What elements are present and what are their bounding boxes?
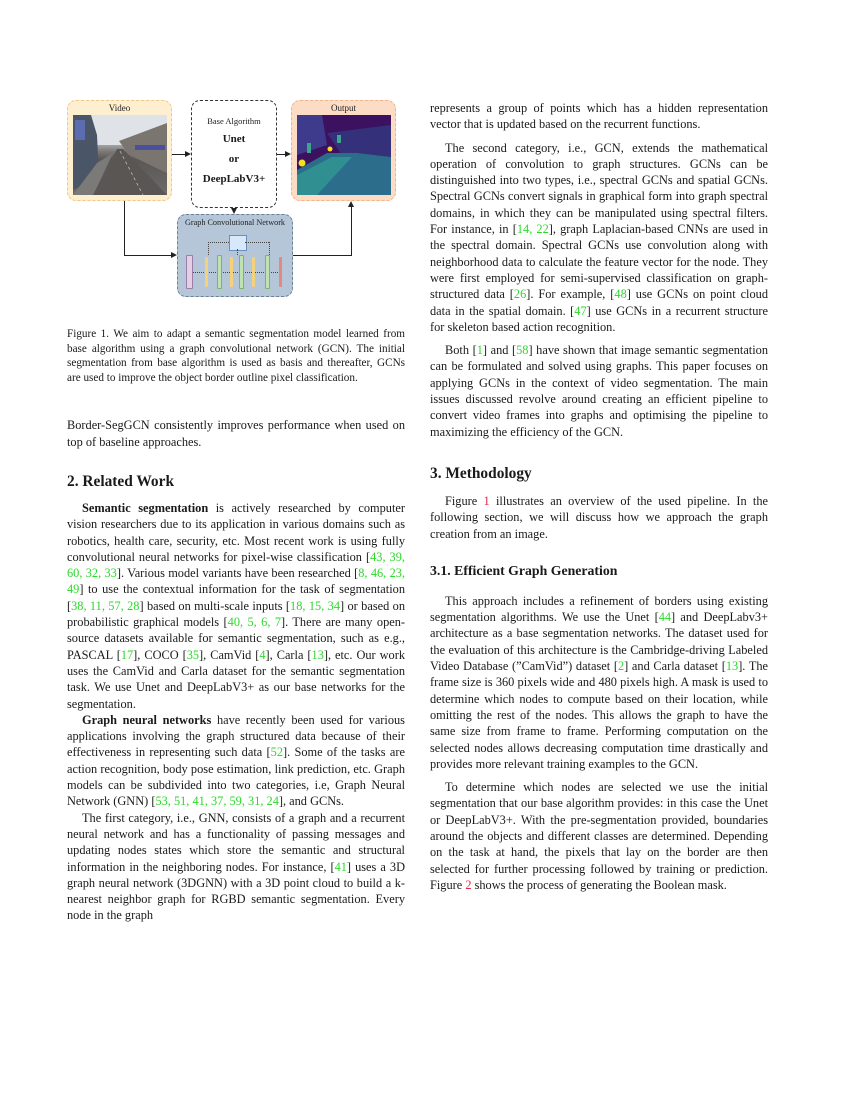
citation-link[interactable]: 53, 51, 41, 37, 59, 31, 24 xyxy=(155,794,279,809)
gcn-layer xyxy=(265,255,270,289)
citation-link[interactable]: 13 xyxy=(725,659,739,674)
citation-link[interactable]: 43, 39, 60, 32, 33 xyxy=(67,549,405,581)
figure-reference-link[interactable]: 2 xyxy=(465,877,472,892)
section-3-heading: 3. Methodology xyxy=(430,464,532,482)
citation-link[interactable]: 40, 5, 6, 7 xyxy=(227,615,281,630)
citation-link[interactable]: 44 xyxy=(658,610,672,625)
base-algorithm-title: Base Algorithm xyxy=(207,116,261,126)
gcn-box xyxy=(177,214,293,297)
section-3-1-heading: 3.1. Efficient Graph Generation xyxy=(430,562,618,578)
gcn-layer xyxy=(205,257,208,287)
citation-link[interactable]: 52 xyxy=(270,745,283,760)
approach-paragraph: This approach includes a refinement of borders using existing segmentation algorithms. We use the Unet [44] and DeepLabv3+ architecture as a base segmentation networks. The dataset used for the evaluation of this architecture is the Cambridge-driving Labeled Video Database (”CamVid”) dataset [2] and Carla dataset [13]. The frame size is 360 pixels wide and 480 pixels high. A mask is used to determine which nodes to compute based on their location, while omitting the rest of the nodes. This allows the graph to have the same size from frame to frame. Performing computation on the selected nodes allows decreasing computation time drastically and provides more relevant training examples to the GCN. xyxy=(430,593,769,771)
base-option-or: or xyxy=(228,153,240,165)
figure-1-caption: Figure 1. We aim to adapt a semantic segmentation model learned from base algorithm using a graph convolutional network (GCN). The initial segmentation from base algorithm is used as basis and thereafter, GCNs are used to improve the object border outline pixel classification. xyxy=(67,328,405,384)
citation-link[interactable]: 48 xyxy=(614,287,627,302)
base-option-deeplab: DeepLabV3+ xyxy=(202,173,266,185)
citation-link[interactable]: 58 xyxy=(516,343,529,358)
output-box xyxy=(291,100,396,201)
citation-link[interactable]: 2 xyxy=(617,659,625,674)
citation-link[interactable]: 8, 46, 23, 49 xyxy=(67,566,406,597)
left-column xyxy=(67,97,405,924)
gcn-layer xyxy=(230,257,233,287)
output-label: Output xyxy=(330,103,356,113)
segmentation-output-image xyxy=(297,115,391,195)
base-option-unet: Unet xyxy=(222,133,246,145)
citation-link[interactable]: 26 xyxy=(513,287,527,302)
citation-link[interactable]: 1 xyxy=(476,343,483,358)
arrow-gcn-to-output xyxy=(293,255,351,256)
gcn-input-layer xyxy=(186,255,193,289)
video-box xyxy=(67,100,172,201)
citation-link[interactable]: 35 xyxy=(186,647,200,662)
citation-link[interactable]: 4 xyxy=(259,647,266,662)
gcn-layer xyxy=(217,255,222,289)
gcn-label: Graph Convolutional Network xyxy=(184,218,286,227)
citation-link[interactable]: 47 xyxy=(574,303,587,318)
gcn-layer xyxy=(239,255,244,289)
section-2-heading: 2. Related Work xyxy=(67,472,175,490)
continued-paragraph: represents a group of points which has a hidden representation vector that is updated based on the recurrent functions. xyxy=(430,101,768,132)
citation-link[interactable]: 14, 22 xyxy=(516,222,549,237)
video-frame-image xyxy=(73,115,167,195)
gcn-output-layer xyxy=(279,257,282,287)
gcn-hub-node xyxy=(229,235,247,251)
node-selection-paragraph: To determine which nodes are selected we use the initial segmentation that our base algorithm provides: in this case the Unet or DeepLabV3+. With the pre-segmentation provided, boundaries around the objects and different classes are determined. Depending on the task at hand, the pixels that lay on the border are then selected for further processing followed by training or prediction. Figure 2 shows the process of generating the Boolean mask. xyxy=(430,780,768,892)
gnn-category-paragraph: The first category, i.e., GNN, consists of a graph and a recurrent neural network and has a functionality of passing messages and updating nodes states which store the semantic and structural information in the neighboring nodes. For instance, [41] uses a 3D graph neural network (3DGNN) with a 3D point cloud to build a k-nearest neighbor graph for RGBD semantic segmentation. Every node in the graph xyxy=(67,810,405,923)
graph-neural-networks-paragraph: Graph neural networks have recently been used for various applications involving the graph structured data because of their effectiveness in representing such data [52]. Some of the tasks are action recognition, body pose estimation, link prediction, etc. Graph models can be subdivided into two categories, i.e, Graph Neural Network (GNN) [53, 51, 41, 37, 59, 31, 24], and GCNs. xyxy=(67,712,405,809)
citation-link[interactable]: 18, 15, 34 xyxy=(290,598,341,613)
citation-link[interactable]: 41 xyxy=(334,859,347,874)
intro-closing-paragraph: Border-SegGCN consistently improves performance when used on top of baseline approaches. xyxy=(67,418,405,449)
gcn-layer xyxy=(252,257,255,287)
figure-reference-link[interactable]: 1 xyxy=(483,493,490,508)
citation-link[interactable]: 13 xyxy=(311,647,324,662)
citation-link[interactable]: 17 xyxy=(120,647,134,662)
arrow-video-to-gcn xyxy=(124,201,125,255)
citation-link[interactable]: 38, 11, 57, 28 xyxy=(71,598,140,613)
graph-segmentation-paragraph: Both [1] and [58] have shown that image semantic segmentation can be formulated and solved using graphs. This paper focuses on applying GCNs in the context of video segmentation. The main issues discussed revolve around creating an efficient pipeline to convert video frames into graphs and optimising the pipeline to maximizing the efficiency of the GCN. xyxy=(430,343,769,439)
gcn-category-paragraph: The second category, i.e., GCN, extends the mathematical operation of convolution to graph structures. GCNs can be distinguished into two types, i.e., spectral GCNs and spatial GCNs. Spectral GCNs convert signals in graphical form into graph spectral domains, in which they can be manipulated using spectral filters. For instance, in [14, 22], graph Laplacian-based CNNs are used in the spectral domain. Spectral GCNs use convolution along with neighborhood data to calculate the feature vector for the node. They were first employed for semi-supervised classification on graph-structured data [26]. For example, [48] use GCNs on point cloud data in the spatial domain. [47] use GCNs in a recurrent structure for skeleton based action recognition. xyxy=(430,140,768,334)
figure-1-diagram xyxy=(67,97,405,307)
video-label: Video xyxy=(108,103,131,113)
base-algorithm-box xyxy=(191,100,277,208)
right-column xyxy=(430,100,768,893)
semantic-segmentation-paragraph: Semantic segmentation is actively researched by computer vision researchers due to its application in various domains such as robotics, health care, security, etc. Most recent work is using fully convolutional neural networks for pixel-wise classification [43, 39, 60, 32, 33]. Various model variants have been researched [8, 46, 23, 49] to use the contextual information for the task of segmentation [38, 11, 57, 28] based on multi-scale inputs [18, 15, 34] or based on probabilistic graphical models [40, 5, 6, 7]. There are many open-source datasets available for semantic segmentation, such as e.g., PASCAL [17], COCO [35], CamVid [4], Carla [13], etc. Our work uses the CamVid and Carla dataset for the semantic segmentation task. We use Unet and DeepLabV3+ as our base networks for the segmentation. xyxy=(67,500,406,711)
methodology-intro-paragraph: Figure 1 illustrates an overview of the used pipeline. In the following section, we will discuss how we approach the graph creation from an image. xyxy=(430,493,768,541)
